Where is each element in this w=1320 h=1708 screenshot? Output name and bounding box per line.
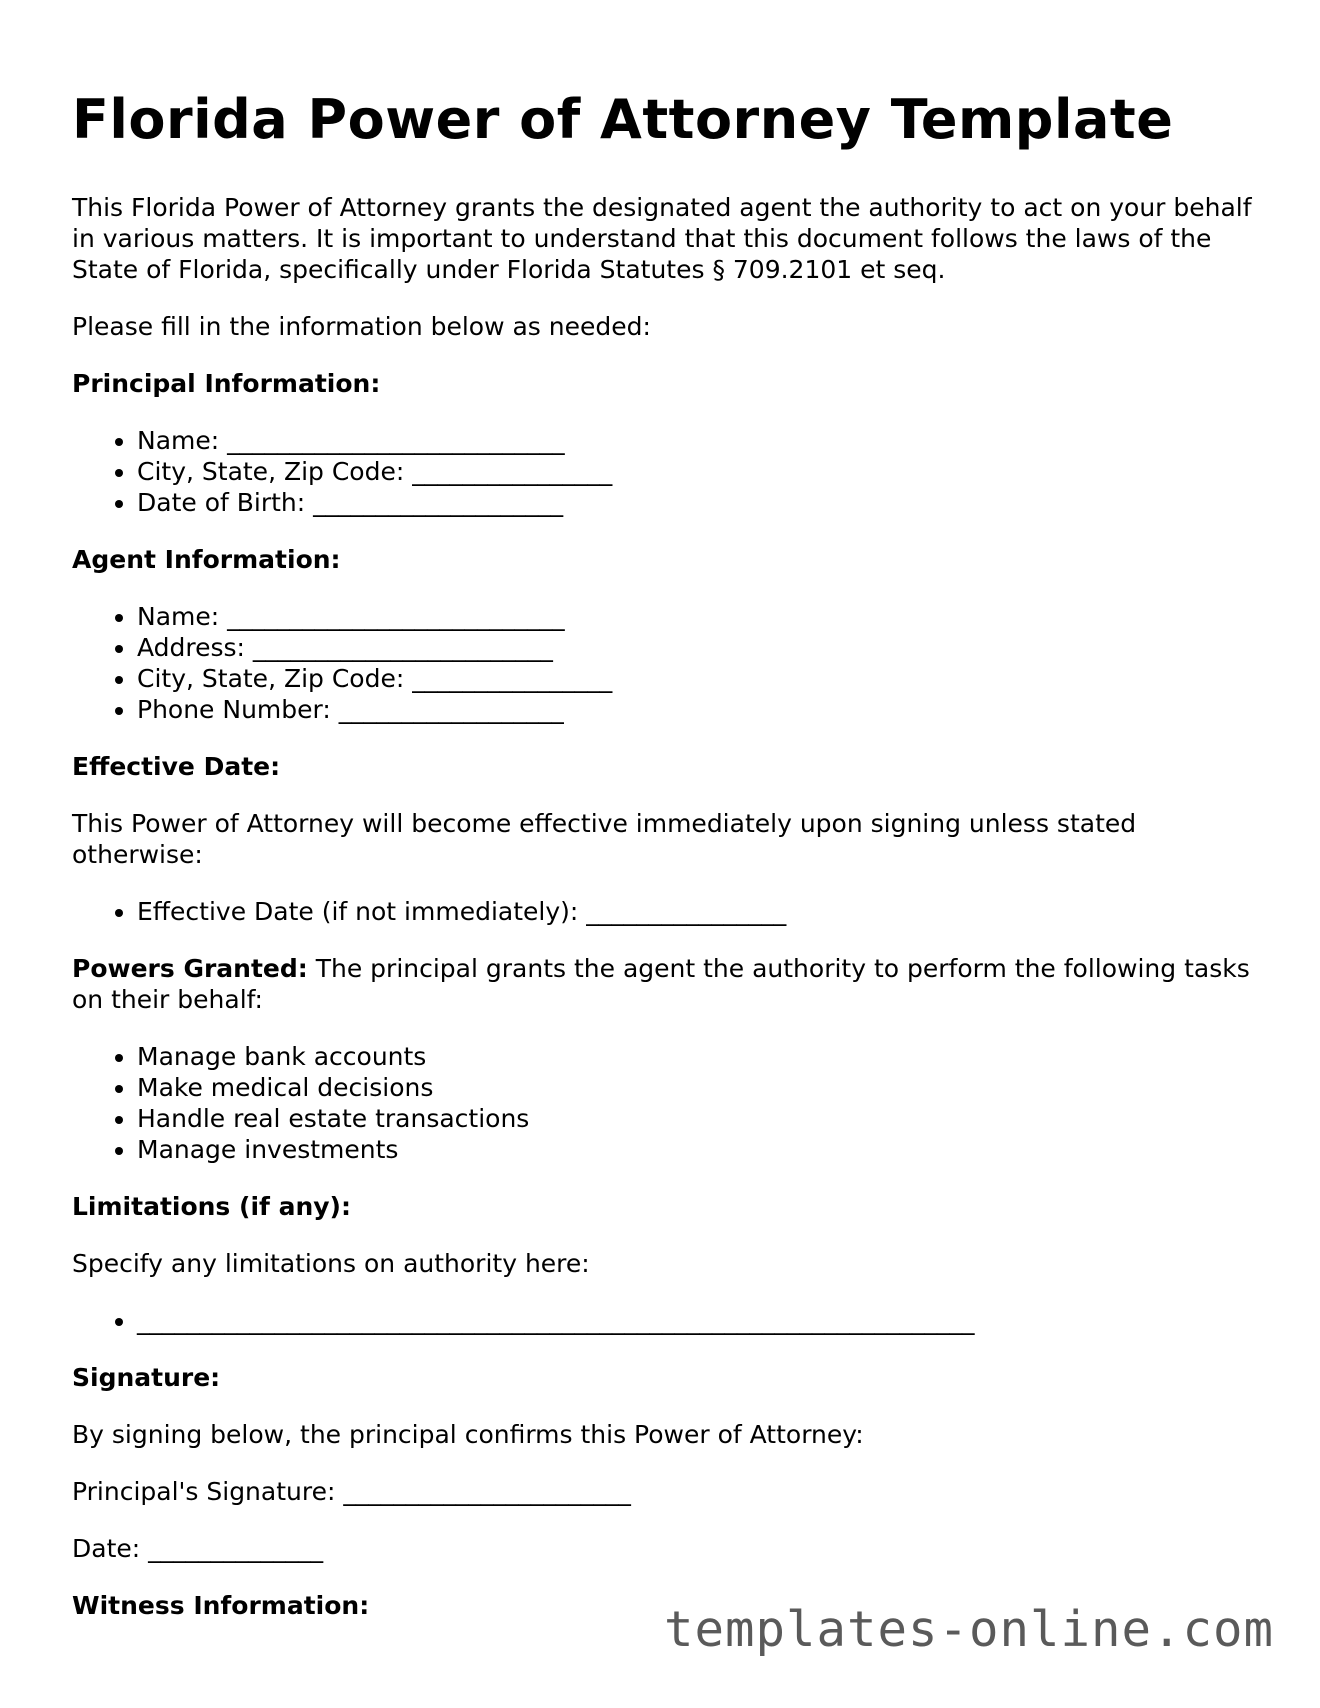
witness-heading: Witness Information: <box>72 1591 370 1620</box>
limitation-blank-line: • ___________________________________________________________________ <box>137 1305 1252 1336</box>
agent-address-field: • Address: ________________________ <box>137 632 1252 663</box>
power-item: • Manage investments <box>137 1134 1252 1165</box>
signature-date-line: Date: ______________ <box>72 1534 324 1563</box>
page-title: Florida Power of Attorney Template <box>72 88 1174 151</box>
principal-heading: Principal Information: <box>72 369 381 398</box>
agent-city-field: • City, State, Zip Code: ________________ <box>137 663 1252 694</box>
principal-name-field: • Name: ___________________________ <box>137 425 1252 456</box>
effective-date-field: • Effective Date (if not immediately): ________________ <box>137 896 1252 927</box>
limitations-list <box>72 1305 1252 1336</box>
principal-fields-list <box>72 425 1252 518</box>
powers-paragraph <box>72 953 1252 1015</box>
watermark-text: templates-online.com <box>663 1601 1274 1658</box>
agent-phone-field: • Phone Number: __________________ <box>137 694 1252 725</box>
signature-text: By signing below, the principal confirms this Power of Attorney: <box>72 1420 864 1449</box>
effective-date-list <box>72 896 1252 927</box>
agent-fields-list <box>72 601 1252 725</box>
principal-dob-field: • Date of Birth: ____________________ <box>137 487 1252 518</box>
powers-text: The principal grants the agent the authority to perform the following tasks on their behalf: <box>72 954 1250 1014</box>
signature-heading: Signature: <box>72 1363 221 1392</box>
powers-heading: Powers Granted: <box>72 954 308 983</box>
agent-heading: Agent Information: <box>72 545 341 574</box>
instruction-text: Please fill in the information below as needed: <box>72 312 651 341</box>
principal-signature-line: Principal's Signature: _______________________ <box>72 1477 631 1506</box>
limitations-heading: Limitations (if any): <box>72 1192 351 1221</box>
effective-date-heading: Effective Date: <box>72 752 281 781</box>
agent-name-field: • Name: ___________________________ <box>137 601 1252 632</box>
powers-list <box>72 1041 1252 1165</box>
document-page <box>72 88 1252 1647</box>
power-item: • Manage bank accounts <box>137 1041 1252 1072</box>
power-item: • Handle real estate transactions <box>137 1103 1252 1134</box>
limitations-text: Specify any limitations on authority here: <box>72 1249 590 1278</box>
power-item: • Make medical decisions <box>137 1072 1252 1103</box>
principal-city-field: • City, State, Zip Code: ________________ <box>137 456 1252 487</box>
effective-date-text: This Power of Attorney will become effective immediately upon signing unless stated otherwise: <box>72 809 1137 869</box>
intro-paragraph: This Florida Power of Attorney grants the designated agent the authority to act on your behalf in various matters. It is important to understand that this document follows the laws of the State of Florida, specifically under Florida Statutes § 709.2101 et seq. <box>72 193 1252 284</box>
